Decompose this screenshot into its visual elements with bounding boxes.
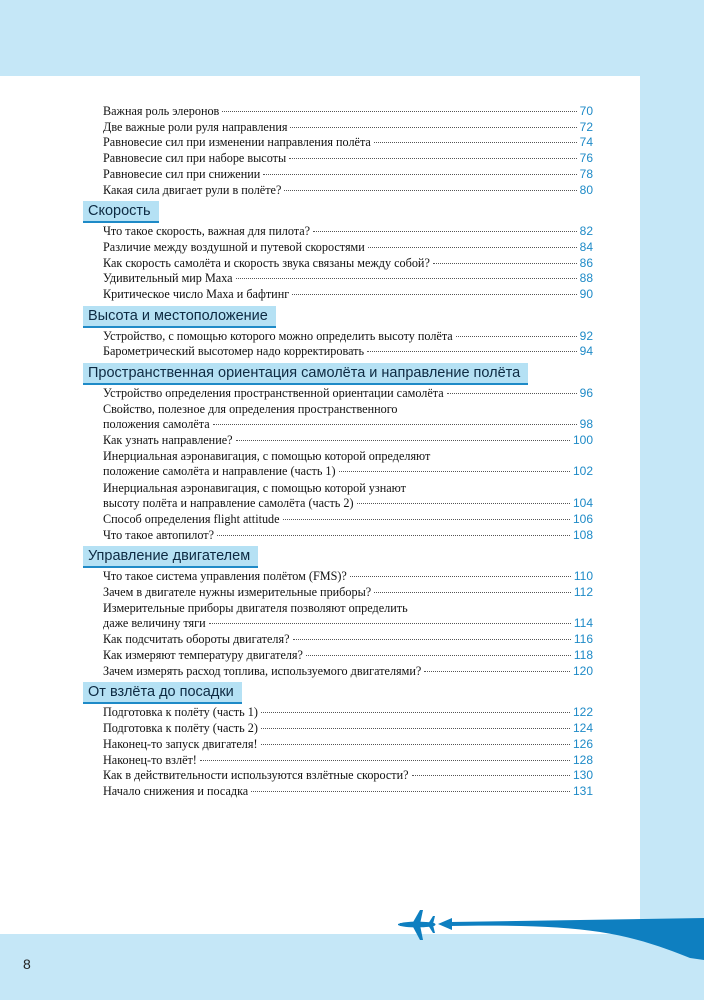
toc-entry-title: Критическое число Маха и бафтинг (103, 287, 290, 301)
toc-entry[interactable] (103, 512, 593, 527)
page-sheet (0, 76, 640, 934)
dot-leader (447, 393, 577, 394)
toc-entry-title: Что такое скорость, важная для пилота? (103, 224, 311, 239)
toc-entry-title: Наконец-то взлёт! (103, 752, 197, 767)
toc-page-number: 96 (579, 386, 593, 401)
dot-leader (374, 592, 571, 593)
toc-entry-title: Способ определения flight attitude (103, 512, 280, 526)
toc-entry-title-line1: Инерциальная аэронавигация, с помощью которой определяют (103, 449, 431, 463)
dot-leader (200, 760, 570, 761)
toc-page-number: 118 (573, 648, 593, 662)
toc-entry[interactable] (103, 287, 593, 302)
toc-entry[interactable] (103, 224, 593, 239)
toc-page-number: 128 (572, 752, 593, 767)
toc-entry-title: Как скорость самолёта и скорость звука связаны между собой? (103, 255, 430, 270)
toc-entry-title: положения самолёта (103, 416, 210, 431)
airplane-decoration (390, 880, 704, 960)
toc-entry-title: даже величину тяги (103, 615, 206, 630)
toc-page-number: 78 (579, 166, 593, 181)
toc-entry-title-line1: Свойство, полезное для определения пространственного (103, 401, 398, 416)
airplane-icon (398, 910, 436, 940)
toc-entry[interactable] (103, 433, 593, 448)
dot-leader (261, 712, 570, 713)
toc-page-number: 112 (573, 585, 593, 600)
toc-page-number: 104 (572, 495, 593, 510)
toc-entry[interactable] (103, 402, 593, 432)
dot-leader (374, 142, 577, 143)
dot-leader (306, 655, 571, 656)
toc-entry[interactable] (103, 632, 593, 647)
toc-entry[interactable] (103, 449, 593, 479)
toc-entry[interactable] (103, 768, 593, 783)
toc-entry-title: Начало снижения и посадка (103, 783, 249, 798)
dot-leader (424, 671, 570, 672)
toc-entry-title: Равновесие сил при наборе высоты (103, 151, 287, 166)
toc-entry-title: Что такое система управления полётом (FMS)? (103, 569, 347, 584)
toc-entry[interactable] (103, 648, 593, 663)
toc-page-number: 88 (579, 271, 593, 286)
toc-entry-title: Подготовка к полёту (часть 2) (103, 721, 258, 736)
section-heading: От взлёта до посадки (83, 682, 242, 702)
toc-entry-title: Что такое автопилот? (103, 527, 215, 542)
toc-entry[interactable] (103, 329, 593, 344)
toc-page-number: 86 (579, 255, 593, 270)
toc-entry-title: Как измеряют температуру двигателя? (103, 648, 303, 662)
dot-leader (261, 728, 570, 729)
toc-entry-title: Как в действительности используются взлётные скорости? (103, 768, 409, 783)
toc-entry[interactable] (103, 601, 593, 631)
toc-entry[interactable] (103, 569, 593, 584)
toc-entry[interactable] (103, 271, 593, 286)
toc-page-number: 124 (572, 721, 593, 736)
toc-entry-title: Удивительный мир Маха (103, 271, 233, 286)
toc-page-number: 116 (573, 632, 593, 647)
toc-entry[interactable] (103, 386, 593, 401)
toc-page-number: 80 (579, 182, 593, 197)
toc-page-number: 84 (579, 239, 593, 254)
dot-leader (213, 424, 577, 425)
toc-entry[interactable] (103, 481, 593, 511)
toc-entry-title: Как узнать направление? (103, 433, 233, 448)
toc-page-number: 131 (572, 783, 593, 798)
dot-leader (412, 775, 570, 776)
dot-leader (292, 294, 576, 295)
toc-entry[interactable] (103, 344, 593, 359)
dot-leader (283, 519, 570, 520)
toc-entry-title: Равновесие сил при изменении направления полёта (103, 135, 371, 150)
toc-page-number: 92 (579, 328, 593, 343)
toc-page-number: 126 (572, 736, 593, 751)
section-heading: Высота и местоположение (83, 306, 276, 326)
dot-leader (236, 278, 577, 279)
toc-entry-title-line1: Измерительные приборы двигателя позволяют определить (103, 600, 408, 615)
toc-page-number: 120 (572, 663, 593, 678)
dot-leader (456, 336, 577, 337)
toc-entry[interactable] (103, 721, 593, 736)
toc-entry-title-line1: Инерциальная аэронавигация, с помощью которой узнают (103, 480, 406, 495)
toc-entry-title: Наконец-то запуск двигателя! (103, 736, 258, 751)
toc-page-number: 72 (579, 119, 593, 134)
toc-page-number: 90 (579, 287, 593, 301)
toc-page-number: 98 (579, 416, 593, 431)
toc-entry-title: Зачем в двигателе нужны измерительные приборы? (103, 585, 372, 600)
toc-entry-title: Равновесие сил при снижении (103, 166, 261, 181)
toc-page-number: 102 (572, 464, 593, 478)
toc-entry[interactable] (103, 120, 593, 135)
toc-page-number: 70 (579, 104, 593, 118)
toc-entry-title: Барометрический высотомер надо корректировать (103, 344, 365, 359)
dot-leader (236, 440, 570, 441)
toc-entry[interactable] (103, 151, 593, 166)
dot-leader (217, 535, 570, 536)
toc-entry-title: высоту полёта и направление самолёта (часть 2) (103, 495, 354, 510)
dot-leader (222, 111, 576, 112)
dot-leader (357, 503, 570, 504)
dot-leader (350, 576, 571, 577)
section-heading: Управление двигателем (83, 546, 258, 566)
toc-page-number: 110 (573, 569, 593, 584)
section-heading: Пространственная ориентация самолёта и направление полёта (83, 363, 528, 383)
toc-page-number: 114 (573, 615, 593, 630)
toc-page-number: 76 (579, 151, 593, 166)
section-heading: Скорость (83, 201, 159, 221)
toc-entry[interactable] (103, 183, 593, 198)
dot-leader (261, 744, 570, 745)
toc-entry[interactable] (103, 705, 593, 720)
dot-leader (209, 623, 571, 624)
toc-entry-title: положение самолёта и направление (часть 1) (103, 464, 336, 478)
dot-leader (284, 190, 576, 191)
dot-leader (367, 351, 577, 352)
dot-leader (433, 263, 577, 264)
toc-entry-title: Две важные роли руля направления (103, 119, 288, 134)
toc-entry-title: Подготовка к полёту (часть 1) (103, 705, 258, 720)
toc-entry[interactable] (103, 167, 593, 182)
toc-entry[interactable] (103, 528, 593, 543)
toc-entry-title: Устройство определения пространственной ориентации самолёта (103, 386, 444, 401)
toc-page-number: 106 (572, 512, 593, 526)
toc-page-number: 94 (579, 344, 593, 359)
toc-entry-title: Как подсчитать обороты двигателя? (103, 632, 290, 647)
dot-leader (263, 174, 576, 175)
toc-entry[interactable] (103, 784, 593, 799)
toc-entry[interactable] (103, 664, 593, 679)
toc-entry-title: Зачем измерять расход топлива, используемого двигателями? (103, 663, 422, 678)
dot-leader (290, 127, 576, 128)
toc-entry[interactable] (103, 737, 593, 752)
toc-page-number: 82 (579, 224, 593, 239)
dot-leader (293, 639, 571, 640)
toc-page-number: 130 (572, 768, 593, 783)
toc-entry-title: Какая сила двигает рули в полёте? (103, 182, 282, 197)
dot-leader (368, 247, 577, 248)
toc-page-number: 100 (572, 433, 593, 448)
toc-entry[interactable] (103, 240, 593, 255)
toc-page-number: 122 (572, 705, 593, 720)
toc-entry-title: Устройство, с помощью которого можно определить высоту полёта (103, 328, 453, 343)
toc-entry[interactable] (103, 104, 593, 119)
page-number: 8 (23, 956, 31, 972)
toc-entry[interactable] (103, 753, 593, 768)
toc-entry[interactable] (103, 585, 593, 600)
dot-leader (289, 158, 576, 159)
toc-page-number: 108 (572, 527, 593, 542)
toc-entry-title: Важная роль элеронов (103, 104, 220, 118)
toc-entry[interactable] (103, 256, 593, 271)
dot-leader (251, 791, 570, 792)
toc-entry[interactable] (103, 135, 593, 150)
dot-leader (339, 471, 570, 472)
toc-entry-title: Различие между воздушной и путевой скоростями (103, 239, 365, 254)
toc-page-number: 74 (579, 135, 593, 150)
dot-leader (313, 231, 577, 232)
